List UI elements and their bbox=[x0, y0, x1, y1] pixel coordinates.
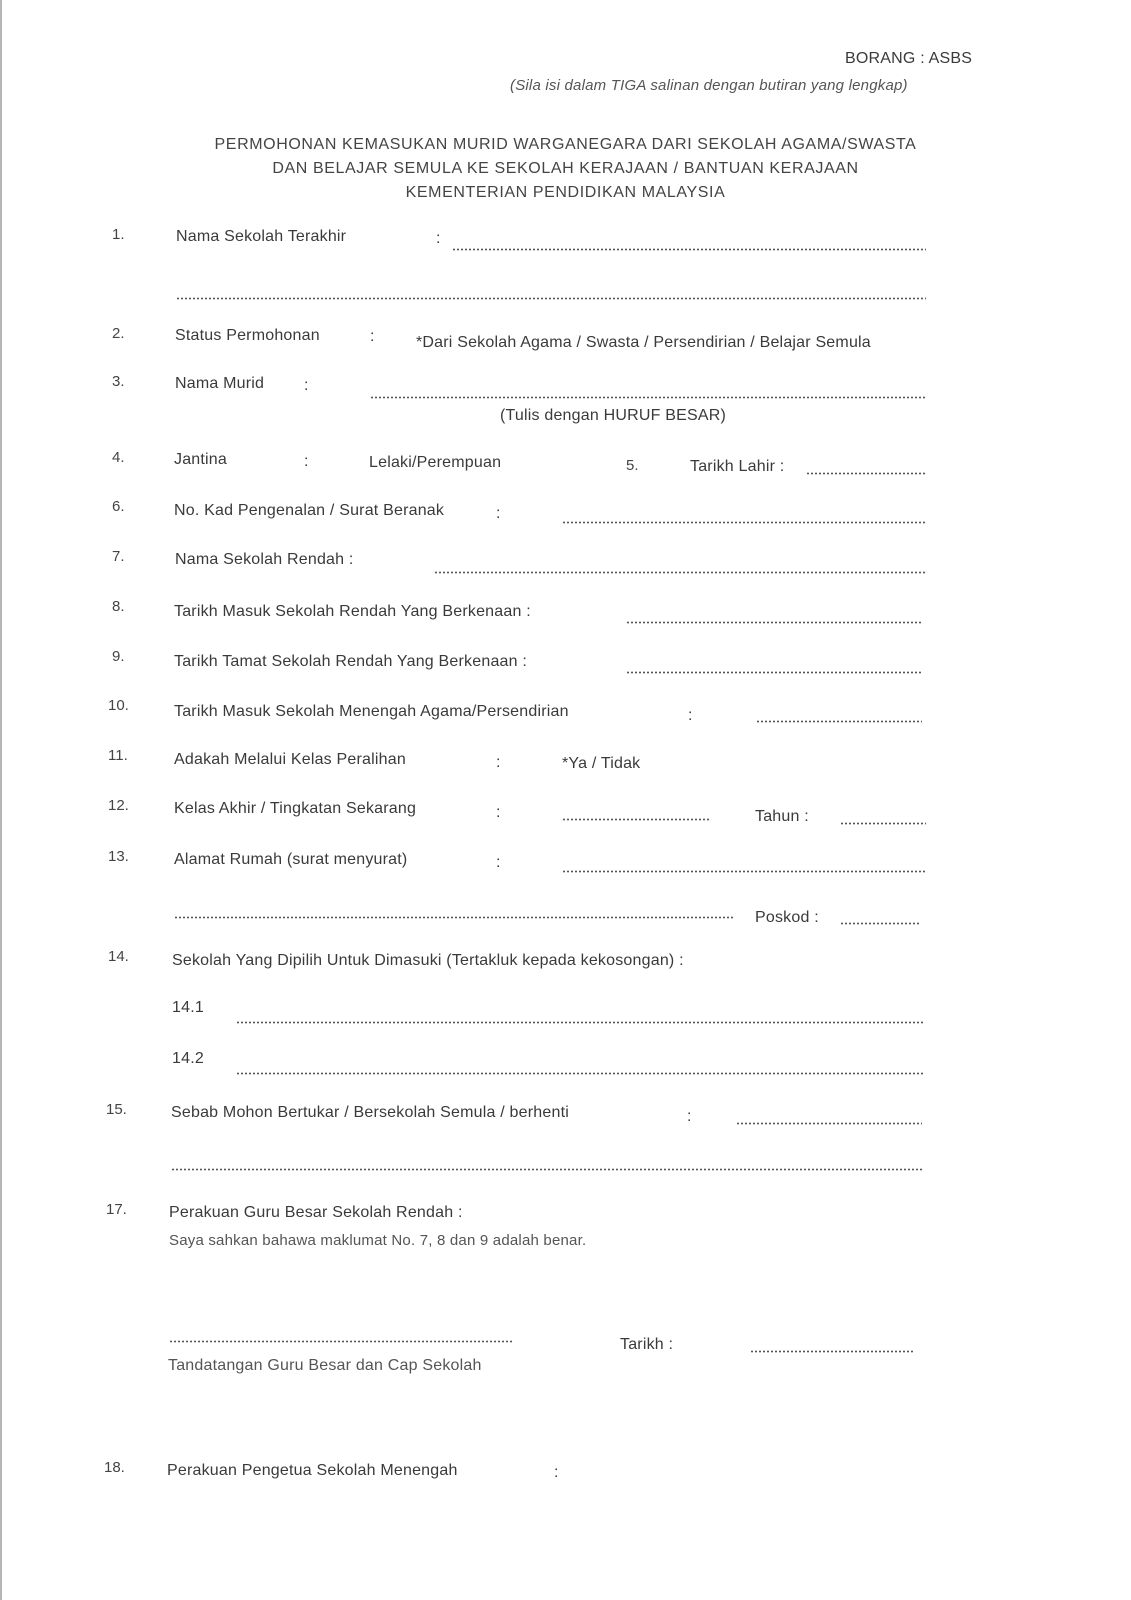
scan-edge bbox=[0, 0, 2, 1600]
item-10-colon: : bbox=[688, 707, 693, 724]
item-2-colon: : bbox=[370, 328, 375, 345]
headmaster-signature-label: Tandatangan Guru Besar dan Cap Sekolah bbox=[168, 1357, 482, 1374]
instruction-note: (Sila isi dalam TIGA salinan dengan butiran yang lengkap) bbox=[510, 77, 908, 94]
postcode-label: Poskod : bbox=[755, 909, 819, 926]
primary-school-label: Nama Sekolah Rendah : bbox=[175, 551, 354, 568]
item-3-colon: : bbox=[304, 377, 309, 394]
item-18-number: 18. bbox=[104, 1459, 125, 1476]
last-school-field-line-2[interactable] bbox=[176, 297, 926, 300]
transfer-reason-label: Sebab Mohon Bertukar / Bersekolah Semula / berhenti bbox=[171, 1104, 569, 1121]
gender-options[interactable]: Lelaki/Perempuan bbox=[369, 454, 502, 471]
headmaster-signature-field[interactable] bbox=[169, 1340, 513, 1343]
item-12-colon: : bbox=[496, 804, 501, 821]
secondary-entry-date-field[interactable] bbox=[756, 720, 922, 723]
form-code: BORANG : ASBS bbox=[845, 50, 973, 67]
title-line-2: DAN BELAJAR SEMULA KE SEKOLAH KERAJAAN / BANTUAN KERAJAAN bbox=[272, 160, 859, 177]
item-18-colon: : bbox=[554, 1464, 559, 1481]
current-class-field[interactable] bbox=[562, 818, 710, 821]
item-15-number: 15. bbox=[106, 1101, 127, 1118]
item-7-number: 7. bbox=[112, 548, 125, 565]
item-17-number: 17. bbox=[106, 1201, 127, 1218]
student-name-label: Nama Murid bbox=[175, 375, 265, 392]
item-11-colon: : bbox=[496, 754, 501, 771]
home-address-field-line-2[interactable] bbox=[174, 916, 734, 919]
uppercase-note: (Tulis dengan HURUF BESAR) bbox=[500, 407, 727, 424]
birth-date-label: Tarikh Lahir : bbox=[690, 458, 785, 475]
chosen-school-1-field[interactable] bbox=[236, 1021, 924, 1024]
last-school-label: Nama Sekolah Terakhir bbox=[176, 228, 347, 245]
chosen-school-2-field[interactable] bbox=[236, 1072, 924, 1075]
year-label: Tahun : bbox=[755, 808, 809, 825]
primary-entry-date-label: Tarikh Masuk Sekolah Rendah Yang Berkenaan : bbox=[174, 603, 531, 620]
item-4-number: 4. bbox=[112, 449, 125, 466]
item-3-number: 3. bbox=[112, 373, 125, 390]
primary-end-date-label: Tarikh Tamat Sekolah Rendah Yang Berkenaan : bbox=[174, 653, 528, 670]
item-2-number: 2. bbox=[112, 325, 125, 342]
transfer-reason-field-line-2[interactable] bbox=[171, 1168, 923, 1171]
chosen-school-2-number: 14.2 bbox=[172, 1050, 204, 1067]
chosen-school-1-number: 14.1 bbox=[172, 999, 204, 1016]
primary-entry-date-field[interactable] bbox=[626, 621, 922, 624]
ic-number-field[interactable] bbox=[562, 521, 926, 524]
item-5-number: 5. bbox=[626, 457, 639, 474]
year-field[interactable] bbox=[840, 822, 926, 825]
birth-date-field[interactable] bbox=[806, 472, 926, 475]
headmaster-declaration-label: Perakuan Guru Besar Sekolah Rendah : bbox=[169, 1204, 463, 1221]
gender-label: Jantina bbox=[174, 451, 227, 468]
title-line-3: KEMENTERIAN PENDIDIKAN MALAYSIA bbox=[405, 184, 726, 201]
last-school-field[interactable] bbox=[452, 248, 926, 251]
primary-school-field[interactable] bbox=[434, 571, 926, 574]
primary-end-date-field[interactable] bbox=[626, 671, 922, 674]
home-address-field[interactable] bbox=[562, 870, 926, 873]
ic-number-label: No. Kad Pengenalan / Surat Beranak bbox=[174, 502, 445, 519]
postcode-field[interactable] bbox=[840, 922, 920, 925]
title-line-1: PERMOHONAN KEMASUKAN MURID WARGANEGARA DARI SEKOLAH AGAMA/SWASTA bbox=[214, 136, 917, 153]
item-12-number: 12. bbox=[108, 797, 129, 814]
item-6-colon: : bbox=[496, 505, 501, 522]
transition-class-label: Adakah Melalui Kelas Peralihan bbox=[174, 751, 406, 768]
item-4-colon: : bbox=[304, 453, 309, 470]
item-11-number: 11. bbox=[108, 747, 128, 764]
item-13-colon: : bbox=[496, 854, 501, 871]
item-14-number: 14. bbox=[108, 948, 129, 965]
application-status-options[interactable]: *Dari Sekolah Agama / Swasta / Persendirian / Belajar Semula bbox=[416, 334, 871, 351]
transition-class-options[interactable]: *Ya / Tidak bbox=[562, 755, 641, 772]
item-6-number: 6. bbox=[112, 498, 125, 515]
headmaster-declaration-statement: Saya sahkan bahawa maklumat No. 7, 8 dan 9 adalah benar. bbox=[169, 1232, 587, 1249]
item-1-colon: : bbox=[436, 230, 441, 247]
declaration-date-field[interactable] bbox=[750, 1350, 914, 1353]
transfer-reason-field[interactable] bbox=[736, 1122, 922, 1125]
item-15-colon: : bbox=[687, 1108, 692, 1125]
item-9-number: 9. bbox=[112, 648, 125, 665]
item-10-number: 10. bbox=[108, 697, 129, 714]
declaration-date-label: Tarikh : bbox=[620, 1336, 674, 1353]
home-address-label: Alamat Rumah (surat menyurat) bbox=[174, 851, 408, 868]
student-name-field[interactable] bbox=[370, 396, 926, 399]
item-8-number: 8. bbox=[112, 598, 125, 615]
chosen-school-label: Sekolah Yang Dipilih Untuk Dimasuki (Tertakluk kepada kekosongan) : bbox=[172, 952, 684, 969]
current-class-label: Kelas Akhir / Tingkatan Sekarang bbox=[174, 800, 417, 817]
application-status-label: Status Permohonan bbox=[175, 327, 320, 344]
item-1-number: 1. bbox=[112, 226, 125, 243]
principal-declaration-label: Perakuan Pengetua Sekolah Menengah bbox=[167, 1462, 458, 1479]
item-13-number: 13. bbox=[108, 848, 129, 865]
secondary-entry-date-label: Tarikh Masuk Sekolah Menengah Agama/Persendirian bbox=[174, 703, 569, 720]
